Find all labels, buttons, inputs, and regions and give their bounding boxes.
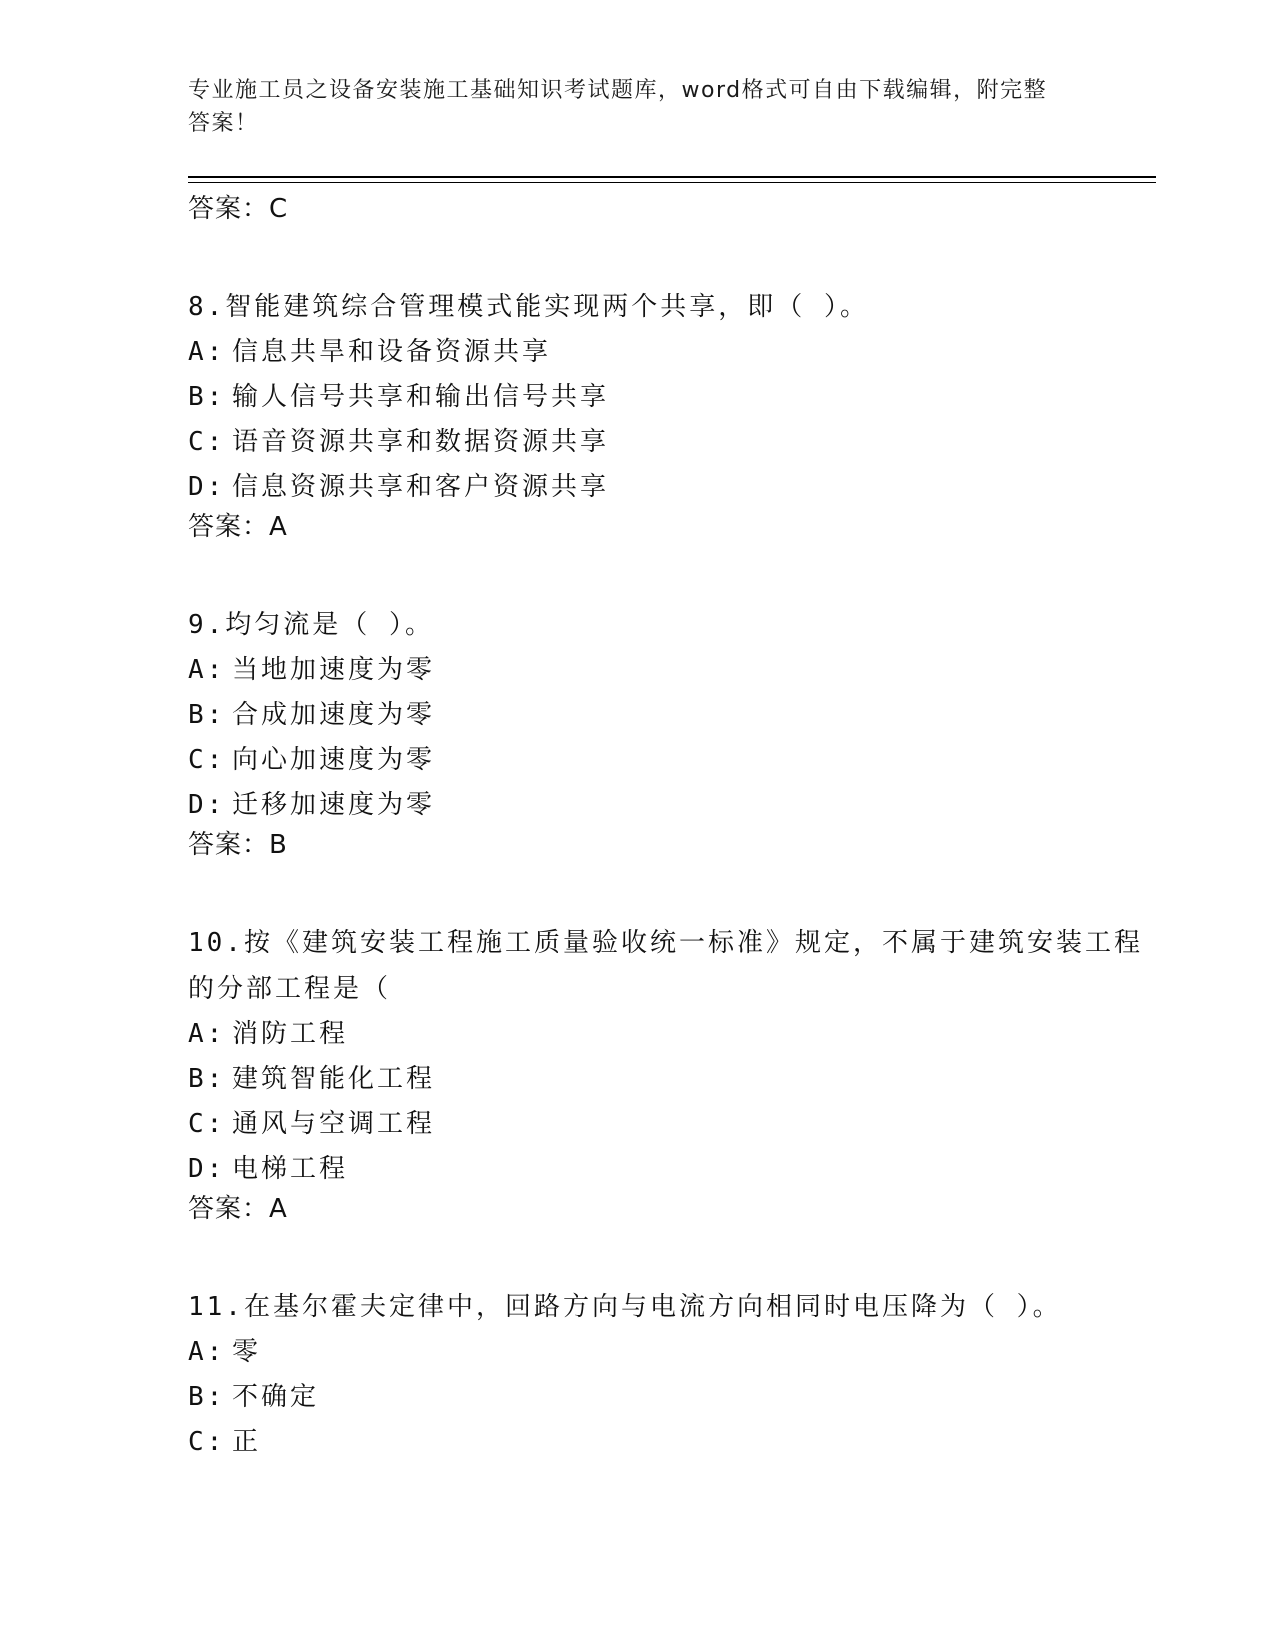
option-b	[188, 693, 1148, 738]
question-list	[188, 192, 1148, 1465]
answer-line: 答案：B	[188, 830, 288, 860]
spacer	[188, 1226, 1148, 1284]
header-rule-thick	[188, 176, 1156, 178]
option-c	[188, 1102, 1148, 1147]
spacer	[188, 544, 1148, 602]
option-d	[188, 1147, 1148, 1192]
option-d	[188, 783, 1148, 828]
option-text: 语音资源共享和数据资源共享	[232, 427, 610, 457]
option-text: 迁移加速度为零	[232, 790, 436, 820]
answer-line: 答案：A	[188, 512, 288, 542]
option-text: 电梯工程	[232, 1154, 349, 1184]
option-key: C:	[188, 1427, 226, 1457]
option-text: 通风与空调工程	[232, 1109, 436, 1139]
option-text: 零	[232, 1337, 262, 1367]
question-stem: 9.均匀流是（ ）。	[188, 610, 434, 640]
option-text: 输人信号共享和输出信号共享	[232, 382, 610, 412]
option-key: B:	[188, 1382, 226, 1412]
spacer	[188, 862, 1148, 920]
option-key: B:	[188, 382, 226, 412]
option-b	[188, 1057, 1148, 1102]
option-a	[188, 648, 1148, 693]
option-text: 合成加速度为零	[232, 700, 436, 730]
option-b	[188, 375, 1148, 420]
option-a	[188, 1012, 1148, 1057]
question-block	[188, 1284, 1148, 1465]
option-key: A:	[188, 1019, 226, 1049]
option-c	[188, 1420, 1148, 1465]
option-key: A:	[188, 337, 226, 367]
option-text: 不确定	[232, 1382, 320, 1412]
option-b	[188, 1375, 1148, 1420]
question-block	[188, 920, 1148, 1284]
question-stem: 11.在基尔霍夫定律中，回路方向与电流方向相同时电压降为（ ）。	[188, 1292, 1062, 1322]
option-text: 信息资源共享和客户资源共享	[232, 472, 610, 502]
option-key: A:	[188, 1337, 226, 1367]
option-key: C:	[188, 745, 226, 775]
option-text: 信息共旱和设备资源共享	[232, 337, 552, 367]
question-block	[188, 284, 1148, 602]
option-d	[188, 465, 1148, 510]
option-text: 消防工程	[232, 1019, 349, 1049]
option-key: D:	[188, 790, 226, 820]
header-rule-thin	[188, 182, 1156, 183]
question-stem: 8.智能建筑综合管理模式能实现两个共享，即（ ）。	[188, 292, 869, 322]
answer-line: 答案：A	[188, 1194, 288, 1224]
option-c	[188, 738, 1148, 783]
option-key: A:	[188, 655, 226, 685]
option-a	[188, 1330, 1148, 1375]
questions-container	[188, 284, 1148, 1465]
option-key: C:	[188, 427, 226, 457]
option-c	[188, 420, 1148, 465]
option-text: 向心加速度为零	[232, 745, 436, 775]
option-key: B:	[188, 1064, 226, 1094]
option-key: D:	[188, 1154, 226, 1184]
document-header: 专业施工员之设备安装施工基础知识考试题库，word格式可自由下载编辑，附完整答案！	[188, 78, 1048, 136]
question-stem: 10.按《建筑安装工程施工质量验收统一标准》规定，不属于建筑安装工程的分部工程是（	[188, 928, 1143, 1004]
option-key: C:	[188, 1109, 226, 1139]
option-key: D:	[188, 472, 226, 502]
option-text: 当地加速度为零	[232, 655, 436, 685]
option-key: B:	[188, 700, 226, 730]
question-block	[188, 602, 1148, 920]
option-text: 正	[232, 1427, 262, 1457]
option-a	[188, 330, 1148, 375]
answer-line: 答案：C	[188, 194, 289, 224]
option-text: 建筑智能化工程	[232, 1064, 436, 1094]
